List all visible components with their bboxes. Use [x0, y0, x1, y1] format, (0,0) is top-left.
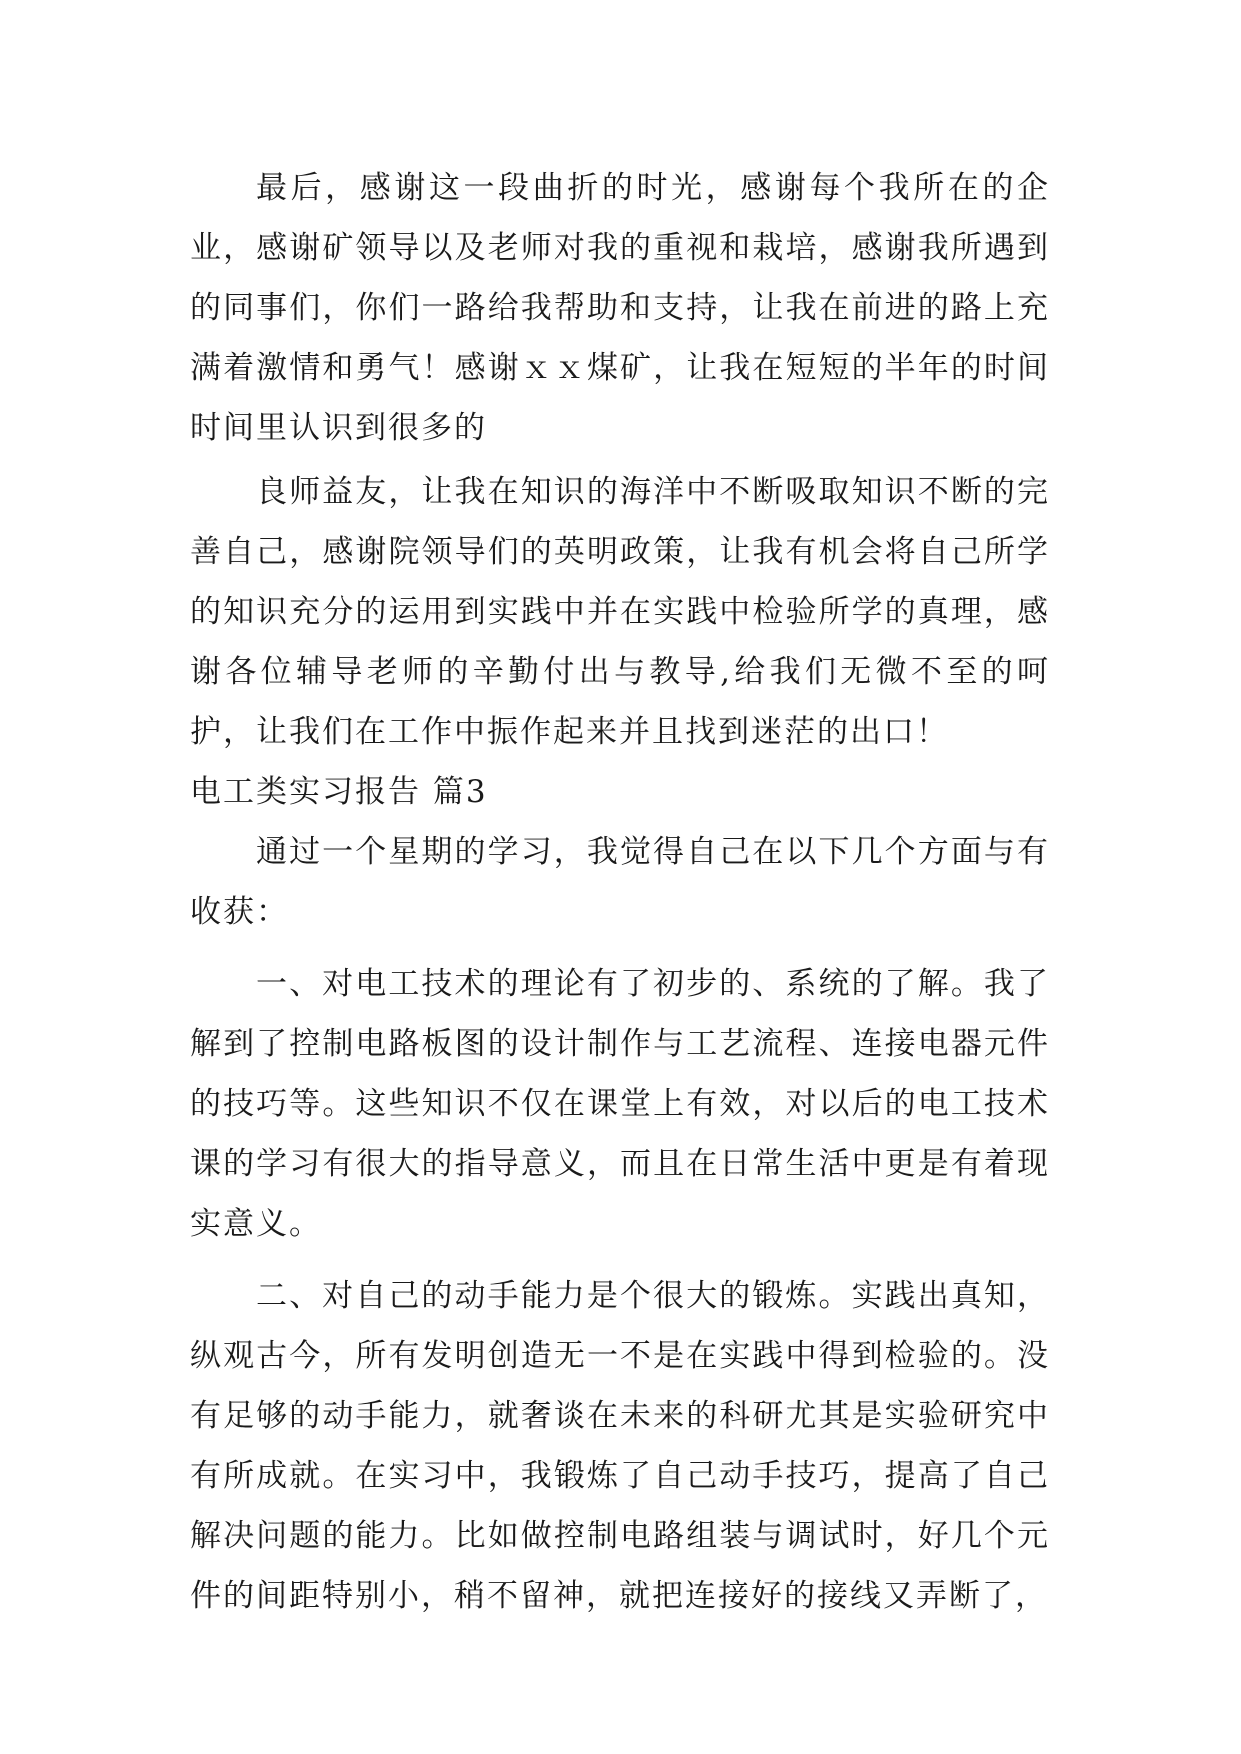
document-body	[190, 158, 1050, 1626]
paragraph-thanks: 最后，感谢这一段曲折的时光，感谢每个我所在的企业，感谢矿领导以及老师对我的重视和栽培，感谢我所遇到的同事们，你们一路给我帮助和支持，让我在前进的路上充满着激情和勇气！感谢ｘｘ煤矿，让我在短短的半年的时间时间里认识到很多的	[190, 170, 1050, 446]
paragraph-intro: 通过一个星期的学习，我觉得自己在以下几个方面与有收获：	[190, 834, 1050, 930]
section-heading: 电工类实习报告 篇3	[190, 774, 488, 810]
paragraph-point-one: 一、对电工技术的理论有了初步的、系统的了解。我了解到了控制电路板图的设计制作与工艺流程、连接电器元件的技巧等。这些知识不仅在课堂上有效，对以后的电工技术课的学习有很大的指导意义，而且在日常生活中更是有着现实意义。	[190, 966, 1050, 1242]
paragraph-mentors: 良师益友，让我在知识的海洋中不断吸取知识不断的完善自己，感谢院领导们的英明政策，让我有机会将自己所学的知识充分的运用到实践中并在实践中检验所学的真理，感谢各位辅导老师的辛勤付出与教导,给我们无微不至的呵护，让我们在工作中振作起来并且找到迷茫的出口！	[190, 474, 1050, 750]
paragraph-point-two: 二、对自己的动手能力是个很大的锻炼。实践出真知，纵观古今，所有发明创造无一不是在实践中得到检验的。没有足够的动手能力，就奢谈在未来的科研尤其是实验研究中有所成就。在实习中，我锻炼了自己动手技巧，提高了自己解决问题的能力。比如做控制电路组装与调试时，好几个元件的间距特别小，稍不留神，就把连接好的接线又弄断了，	[190, 1278, 1050, 1614]
